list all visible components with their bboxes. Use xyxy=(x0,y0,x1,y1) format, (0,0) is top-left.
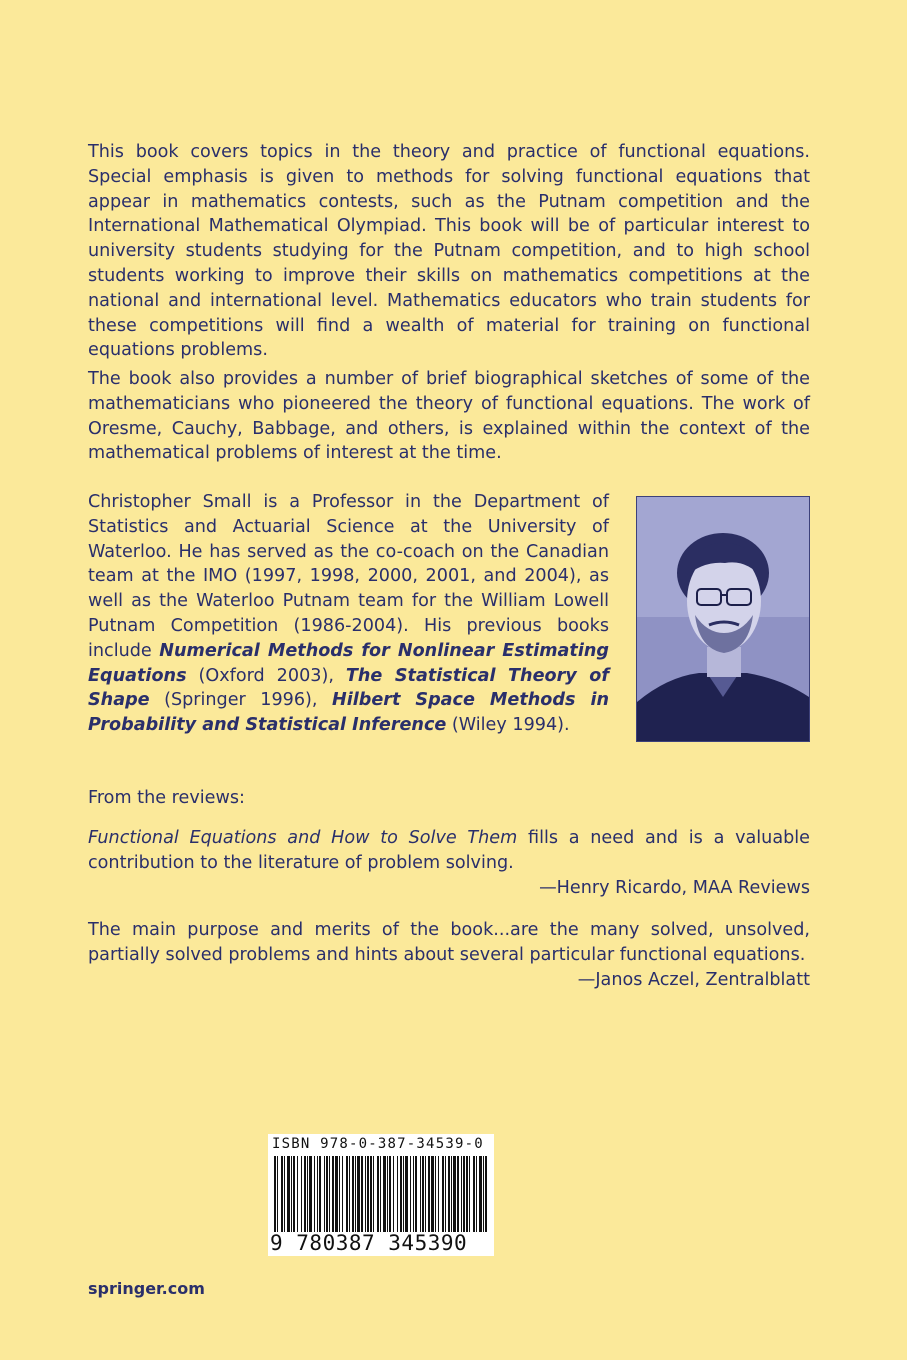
barcode-bar xyxy=(485,1156,487,1232)
barcode-bar xyxy=(287,1156,290,1232)
review-1-text xyxy=(88,826,810,876)
barcode-bar xyxy=(339,1156,340,1232)
barcode-bar xyxy=(403,1156,404,1232)
barcode-bar xyxy=(357,1156,360,1232)
barcode-bar xyxy=(352,1156,354,1232)
barcode-bars-graphic xyxy=(274,1156,488,1232)
review-2-body: The main purpose and merits of the book...are the many solved, unsolved, partially solved problems and hints about several particular functional equations. xyxy=(88,920,810,965)
barcode-bar xyxy=(445,1156,446,1232)
barcode-bar xyxy=(400,1156,402,1232)
barcode-bar xyxy=(326,1156,328,1232)
barcode-bar xyxy=(319,1156,321,1232)
barcode-bar xyxy=(466,1156,468,1232)
barcode-bar xyxy=(473,1156,475,1232)
barcode-bar xyxy=(393,1156,394,1232)
barcode-bar xyxy=(314,1156,315,1232)
isbn-barcode xyxy=(268,1134,494,1256)
book-title-1: Numerical Methods for Nonlinear Estimating Equations xyxy=(88,640,609,686)
barcode-bar xyxy=(389,1156,391,1232)
author-bio-text xyxy=(88,490,609,738)
barcode-bar xyxy=(284,1156,285,1232)
barcode-bar xyxy=(309,1156,312,1232)
review-1 xyxy=(88,826,810,900)
barcode-bar xyxy=(397,1156,398,1232)
barcode-bar xyxy=(335,1156,338,1232)
barcode-bar xyxy=(373,1156,374,1232)
barcode-bar xyxy=(349,1156,350,1232)
isbn-label: ISBN 978-0-387-34539-0 xyxy=(272,1136,484,1152)
book-title-2: The Statistical Theory of Shape xyxy=(88,665,609,711)
book-info-2: (Springer 1996), xyxy=(149,690,332,711)
barcode-bar xyxy=(383,1156,386,1232)
barcode-bar xyxy=(361,1156,363,1232)
barcode-bar xyxy=(413,1156,414,1232)
description-text-2: The book also provides a number of brief biographical sketches of some of the mathematicians who pioneered the theory of functional equations. The work of Oresme, Cauchy, Babbage, and others, is explained within the context of the mathematical problems of interest at the time. xyxy=(88,369,810,464)
barcode-bar xyxy=(297,1156,298,1232)
barcode-bar xyxy=(307,1156,308,1232)
barcode-bar xyxy=(435,1156,436,1232)
book-info-3: (Wiley 1994). xyxy=(446,715,570,736)
barcode-bar xyxy=(387,1156,388,1232)
review-2-attribution: —Janos Aczel, Zentralblatt xyxy=(577,969,810,990)
barcode-bar xyxy=(422,1156,424,1232)
barcode-bar xyxy=(380,1156,381,1232)
barcode-bar xyxy=(304,1156,306,1232)
barcode-bar xyxy=(453,1156,456,1232)
review-2-text xyxy=(88,918,810,968)
barcode-bar xyxy=(425,1156,426,1232)
barcode-bar xyxy=(428,1156,430,1232)
author-bio xyxy=(88,490,609,738)
barcode-bar xyxy=(301,1156,302,1232)
barcode-bar xyxy=(293,1156,295,1232)
barcode-bar xyxy=(438,1156,439,1232)
barcode-bar xyxy=(405,1156,408,1232)
description-paragraph-2 xyxy=(88,367,810,466)
barcode-bar xyxy=(451,1156,452,1232)
barcode-bar xyxy=(355,1156,356,1232)
reviews-heading: From the reviews: xyxy=(88,788,245,808)
barcode-bar xyxy=(291,1156,292,1232)
barcode-bar xyxy=(274,1156,276,1232)
author-portrait-illustration xyxy=(637,497,809,741)
publisher-url: springer.com xyxy=(88,1279,205,1298)
barcode-bar xyxy=(457,1156,459,1232)
barcode-bar xyxy=(415,1156,417,1232)
review-2 xyxy=(88,918,810,992)
review-1-body: fills a need and is a valuable contribution to the literature of problem solving. xyxy=(88,828,810,873)
barcode-bar xyxy=(463,1156,465,1232)
barcode-bar xyxy=(324,1156,325,1232)
barcode-bar xyxy=(442,1156,444,1232)
description-paragraph-1 xyxy=(88,140,810,363)
book-info-1: (Oxford 2003), xyxy=(186,665,346,686)
barcode-bar xyxy=(365,1156,366,1232)
barcode-bar xyxy=(370,1156,372,1232)
barcode-bar xyxy=(469,1156,470,1232)
barcode-bar xyxy=(479,1156,482,1232)
author-photo xyxy=(636,496,810,742)
barcode-bar xyxy=(377,1156,379,1232)
author-bio-lead: Christopher Small is a Professor in the Department of Statistics and Actuarial Science at the University of Waterloo. He has served as the co-coach on the Canadian team at the IMO (1997, 1998, 2000, 2001, and 2004), as well as the Waterloo Putnam team for the William Lowell Putnam Competition (1986-2004). His previous books include xyxy=(88,492,609,661)
description-text-1: This book covers topics in the theory and practice of functional equations. Special emphasis is given to methods for solving functional equations that appear in mathematics contests, such as the Putnam competition and the International Mathematical Olympiad. This book will be of particular interest to university students studying for the Putnam competition, and to high school students working to improve their skills on mathematics competitions at the national and international level. Mathematics educators who train students for these competitions will find a wealth of material for training on functional equations problems. xyxy=(88,142,810,361)
barcode-bar xyxy=(448,1156,450,1232)
barcode-bar xyxy=(342,1156,343,1232)
barcode-bar xyxy=(317,1156,318,1232)
review-1-attribution: —Henry Ricardo, MAA Reviews xyxy=(539,877,810,898)
barcode-bar xyxy=(367,1156,369,1232)
barcode-bar xyxy=(346,1156,348,1232)
barcode-bar xyxy=(410,1156,411,1232)
ean-digits: 9 780387 345390 xyxy=(270,1231,468,1255)
barcode-bar xyxy=(431,1156,434,1232)
review-1-book-title: Functional Equations and How to Solve Them xyxy=(88,828,518,848)
barcode-bar xyxy=(476,1156,477,1232)
barcode-bar xyxy=(483,1156,484,1232)
book-title-3: Hilbert Space Methods in Probability and Statistical Inference xyxy=(88,690,609,736)
barcode-bar xyxy=(420,1156,421,1232)
barcode-bar xyxy=(277,1156,278,1232)
barcode-bar xyxy=(281,1156,283,1232)
barcode-bar xyxy=(329,1156,330,1232)
barcode-bar xyxy=(332,1156,334,1232)
barcode-bar xyxy=(461,1156,462,1232)
